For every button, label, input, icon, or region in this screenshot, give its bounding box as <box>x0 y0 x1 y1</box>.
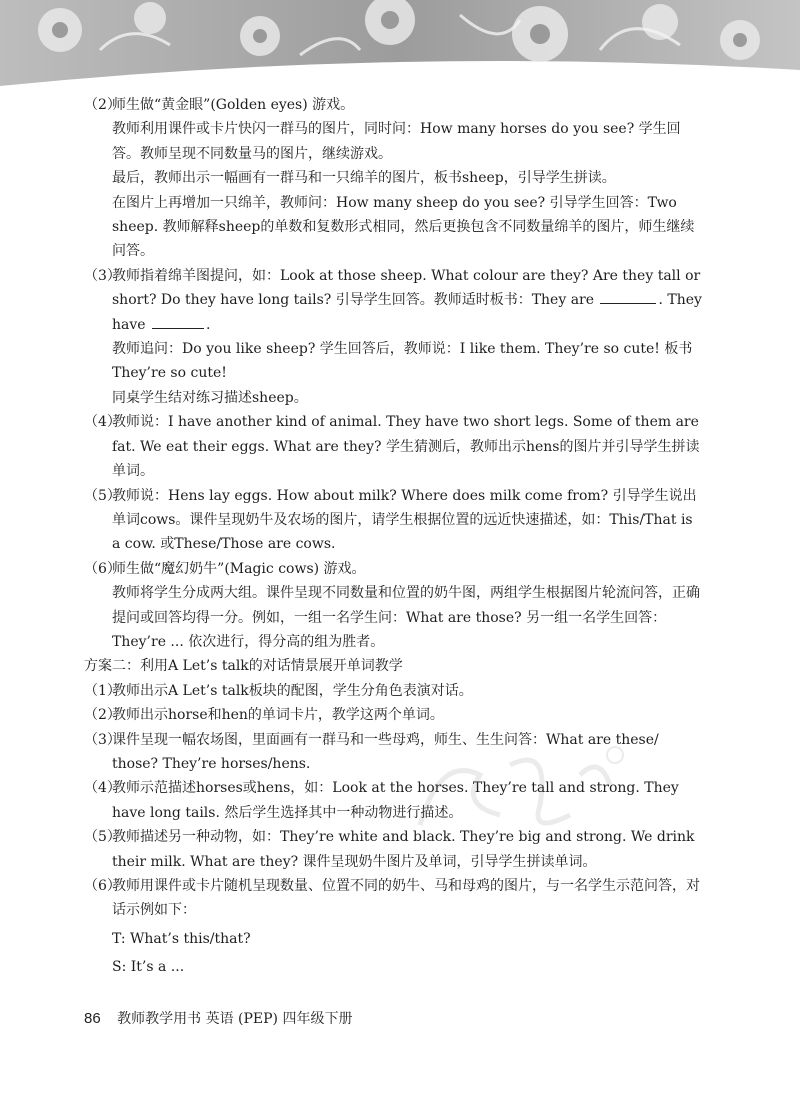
list-item <box>84 93 704 117</box>
item-text <box>112 264 704 337</box>
book-title: 教师教学用书 英语 (PEP) 四年级下册 <box>117 1011 353 1027</box>
dialogue-example-line: S: It’s a ... <box>112 959 185 976</box>
dialogue-example-line: T: What’s this/that? <box>112 930 251 947</box>
item-text-part: . They have <box>112 292 702 333</box>
item-text: 教师说：I have another kind of animal. They have two short legs. Some of them are fat. We eat their eggs. What are they? 学生猜测后，教师出示hens的图片并引导学生拼读单词。 <box>112 414 700 480</box>
list-item <box>84 484 704 557</box>
paragraph: 教师利用课件或卡片快闪一群马的图片，同时问：How many horses do you see? 学生回答。教师呈现不同数量马的图片，继续游戏。 <box>112 121 681 162</box>
fill-blank <box>152 315 204 329</box>
paragraph: 教师将学生分成两大组。课件呈现不同数量和位置的奶牛图，两组学生根据图片轮流问答，正确提问或回答均得一分。例如，一组一名学生问：What are those? 另一组一名学生回答：They’re ... 依次进行，得分高的组为胜者。 <box>112 585 700 650</box>
item-number: （2） <box>84 97 121 113</box>
paragraph: 同桌学生结对练习描述sheep。 <box>112 389 308 406</box>
item-title: 师生做“黄金眼”(Golden eyes) 游戏。 <box>112 97 355 113</box>
list-item <box>84 557 704 581</box>
plan-heading: 方案二：利用A Let’s talk的对话情景展开单词教学 <box>84 658 403 675</box>
item-text: 教师出示horse和hen的单词卡片，教学这两个单词。 <box>112 707 444 724</box>
item-title: 师生做“魔幻奶牛”(Magic cows) 游戏。 <box>112 560 366 577</box>
paragraph: 在图片上再增加一只绵羊，教师问：How many sheep do you see? 引导学生回答：Two sheep. 教师解释sheep的单数和复数形式相同，然后更换包含不同数量绵羊的图片，师生继续问答。 <box>112 194 695 260</box>
list-item <box>84 679 704 703</box>
watermark-graphic <box>400 735 630 845</box>
decorative-header-banner <box>0 0 800 88</box>
item-number: （4） <box>84 414 121 431</box>
item-text: 教师出示A Let’s talk板块的配图，学生分角色表演对话。 <box>112 682 473 699</box>
floral-banner-graphic <box>0 0 800 88</box>
item-number: （3） <box>84 731 121 748</box>
paragraph: 教师追问：Do you like sheep? 学生回答后，教师说：I like them. They’re so cute! 板书 They’re so cute! <box>112 341 693 382</box>
item-number: （6） <box>84 878 121 894</box>
item-text-part: . <box>206 316 211 333</box>
page-number: 86 <box>84 1010 101 1027</box>
item-number: （6） <box>84 560 121 577</box>
item-text: 教师用课件或卡片随机呈现数量、位置不同的奶牛、马和母鸡的图片，与一名学生示范问答，对话示例如下： <box>112 878 700 919</box>
item-number: （4） <box>84 780 121 797</box>
list-item <box>84 264 704 337</box>
item-text: 教师示范描述horses或hens，如：Look at the horses. They’re tall and strong. They have long tails. 然后学生选择其中一种动物进行描述。 <box>112 780 679 821</box>
item-number: （5） <box>84 487 121 504</box>
fill-blank <box>600 290 656 304</box>
item-number: （2） <box>84 707 121 724</box>
item-number: （1） <box>84 682 121 699</box>
page-footer <box>84 1008 352 1028</box>
paragraph: 最后，教师出示一幅画有一群马和一只绵羊的图片，板书sheep，引导学生拼读。 <box>112 170 616 187</box>
list-item <box>84 703 704 727</box>
item-text: 教师说：Hens lay eggs. How about milk? Where does milk come from? 引导学生说出单词cows。课件呈现奶牛及农场的图片，请学生根据位置的远近快速描述，如：This/That is a cow. 或These/Those are cows. <box>112 487 697 553</box>
item-text-part: 教师指着绵羊图提问，如：Look at those sheep. What colour are they? Are they tall or short? Do they have long tails? 引导学生回答。教师适时板书：They are <box>112 267 701 309</box>
item-number: （3） <box>84 267 121 284</box>
list-item <box>84 874 704 923</box>
page-body <box>84 93 704 980</box>
item-text: 教师描述另一种动物，如：They’re white and black. They’re big and strong. We drink their milk. What are they? 课件呈现奶牛图片及单词，引导学生拼读单词。 <box>112 829 695 870</box>
list-item <box>84 410 704 483</box>
item-number: （5） <box>84 829 121 846</box>
item-text: 课件呈现一幅农场图，里面画有一群马和一些母鸡，师生、生生问答：What are these/ those? They’re horses/hens. <box>112 731 659 772</box>
